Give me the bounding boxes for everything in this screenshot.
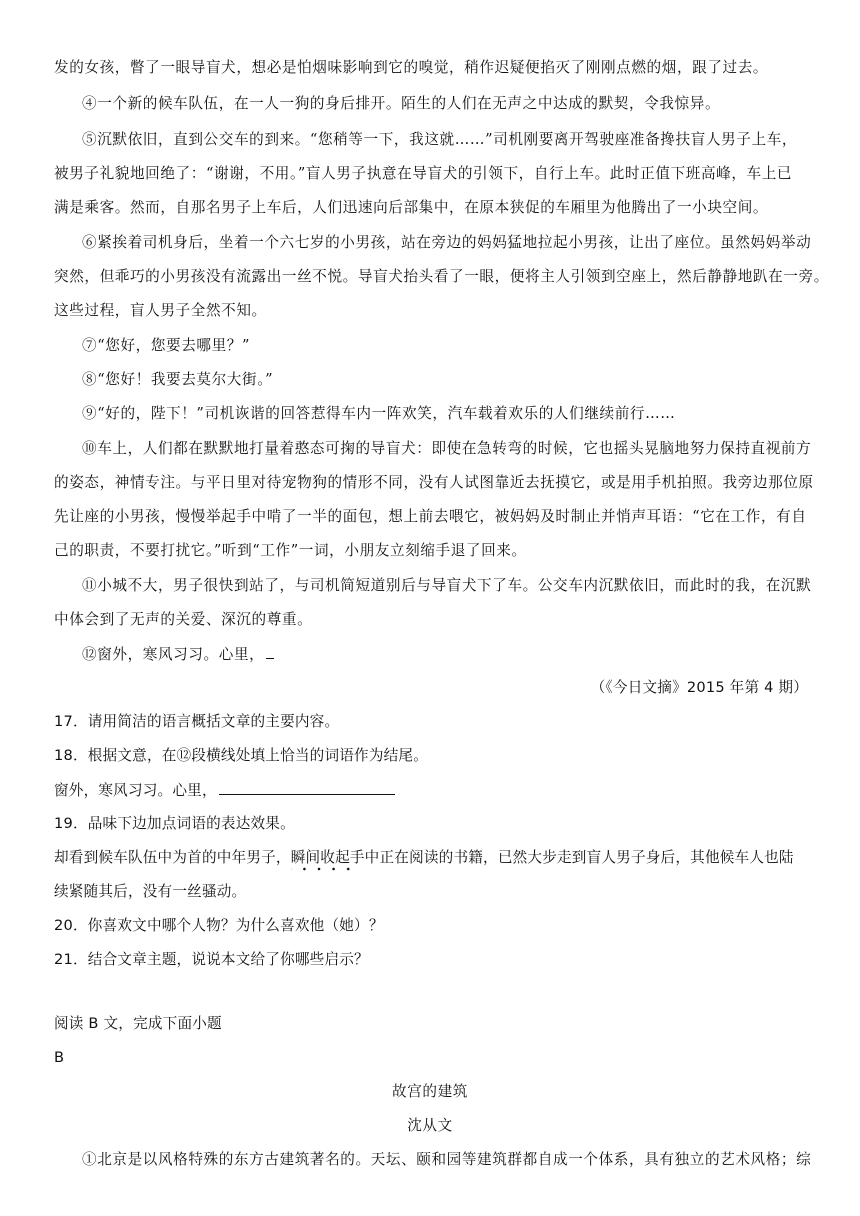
paragraph-continuation: 发的女孩，瞥了一眼导盲犬，想必是怕烟味影响到它的嗅觉，稍作迟疑便掐灭了刚刚点燃的烟，跟了过去。	[54, 59, 769, 76]
paragraph-10-line-4: 己的职责，不要打扰它。”听到“工作”一词，小朋友立刻缩手退了回来。	[54, 542, 527, 559]
paragraph-4: ④一个新的候车队伍，在一人一狗的身后排开。陌生的人们在无声之中达成的默契，令我惊异。	[82, 95, 721, 112]
paragraph-6-line-3: 这些过程，盲人男子全然不知。	[54, 302, 267, 319]
passage-b-intro: 阅读 B 文，完成下面小题	[54, 1015, 222, 1032]
paragraph-12	[82, 644, 274, 665]
paragraph-12-text: ⑫窗外，寒风习习。心里，	[82, 646, 265, 663]
paragraph-5-line-1: ⑤沉默依旧，直到公交车的到来。“您稍等一下，我这就……”司机刚要离开驾驶座准备搀扶盲人男子上车，	[82, 131, 798, 148]
question-17: 17．请用简洁的语言概括文章的主要内容。	[54, 713, 340, 730]
paragraph-9: ⑨“好的，陛下！”司机诙谐的回答惹得车内一阵欢笑，汽车载着欢乐的人们继续前行……	[82, 405, 676, 422]
question-19-quote-b: 手中正在阅读的书籍，已然大步走到盲人男子身后，其他候车人也陆	[349, 849, 794, 866]
passage-b-label: B	[54, 1049, 65, 1066]
question-20: 20．你喜欢文中哪个人物？为什么喜欢他（她）？	[54, 917, 384, 934]
question-18: 18．根据文意，在⑫段横线处填上恰当的词语作为结尾。	[54, 747, 429, 764]
question-18-answer-blank[interactable]	[219, 780, 395, 795]
question-18-fill-text: 窗外，寒风习习。心里，	[54, 782, 217, 799]
source-citation: （《今日文摘》2015 年第 4 期）	[590, 679, 808, 696]
paragraph-10-line-3: 先让座的小男孩，慢慢举起手中啃了一半的面包，想上前去喂它，被妈妈及时制止并悄声耳语：“它在工作，有自	[54, 508, 807, 525]
passage-b-title: 故宫的建筑	[392, 1083, 468, 1100]
passage-b-author: 沈从文	[407, 1117, 453, 1134]
paragraph-10-line-1: ⑩车上，人们都在默默地打量着憨态可掬的导盲犬：即使在急转弯的时候，它也摇头晃脑地努力保持直视前方	[82, 440, 812, 457]
question-19: 19．品味下边加点词语的表达效果。	[54, 815, 295, 832]
passage-b-paragraph-1: ①北京是以风格特殊的东方古建筑著名的。天坛、颐和园等建筑群都自成一个体系，具有独立的艺术风格；综	[82, 1151, 812, 1168]
question-19-quote-a: 却看到候车队伍中为首的中年男子，	[54, 849, 291, 866]
paragraph-10-line-2: 的姿态，神情专注。与平日里对待宠物狗的情形不同，没有人试图靠近去抚摸它，或是用手机拍照。我旁边那位原	[54, 474, 814, 491]
question-21: 21．结合文章主题，说说本文给了你哪些启示？	[54, 951, 369, 968]
paragraph-11-line-2: 中体会到了无声的关爱、深沉的尊重。	[54, 611, 313, 628]
question-19-dotted-words: 瞬间收起	[291, 849, 350, 872]
paragraph-7: ⑦“您好，您要去哪里？”	[82, 337, 251, 354]
paragraph-5-line-3: 满是乘客。然而，自那名男子上车后，人们迅速向后部集中，在原本狭促的车厢里为他腾出了一小块空间。	[54, 199, 769, 216]
question-19-quote-line-2: 续紧随其后，没有一丝骚动。	[54, 883, 247, 900]
question-19-quote-line-1	[54, 848, 794, 868]
paragraph-6-line-1: ⑥紧挨着司机身后，坐着一个六七岁的小男孩，站在旁边的妈妈猛地拉起小男孩，让出了座位。虽然妈妈举动	[82, 234, 812, 251]
paragraph-12-blank[interactable]	[266, 644, 274, 659]
paragraph-8: ⑧“您好！我要去莫尔大街。”	[82, 371, 274, 388]
paragraph-6-line-2: 突然，但乖巧的小男孩没有流露出一丝不悦。导盲犬抬头看了一眼，便将主人引领到空座上，然后静静地趴在一旁。	[54, 268, 829, 285]
paragraph-11-line-1: ⑪小城不大，男子很快到站了，与司机简短道别后与导盲犬下了车。公交车内沉默依旧，而此时的我，在沉默	[82, 577, 812, 594]
paragraph-5-line-2: 被男子礼貌地回绝了：“谢谢，不用。”盲人男子执意在导盲犬的引领下，自行上车。此时正值下班高峰，车上已	[54, 165, 793, 182]
question-18-fill	[54, 780, 395, 801]
